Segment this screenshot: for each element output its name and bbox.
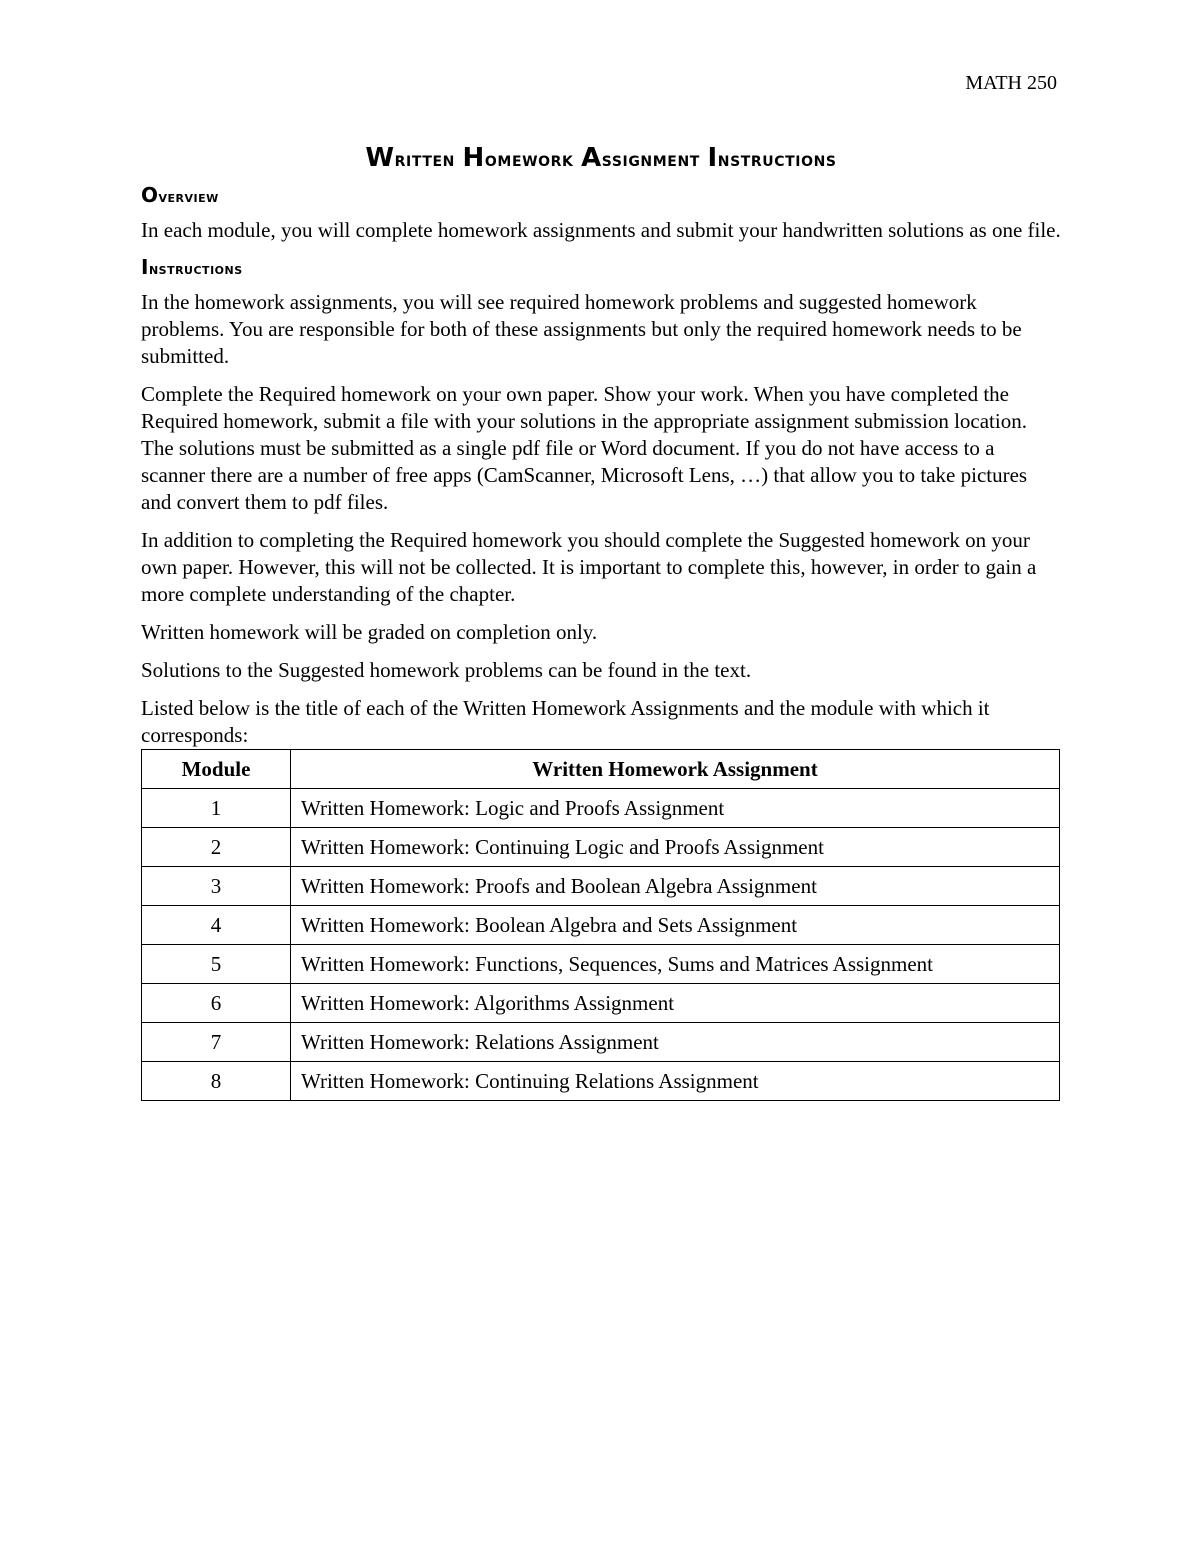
assignment-title: Written Homework: Proofs and Boolean Algebra Assignment: [291, 867, 1060, 906]
title-word-4-rest: nstructions: [717, 147, 837, 171]
table-row: [142, 906, 1060, 945]
overview-heading-initial: O: [141, 183, 159, 207]
assignments-table: [141, 749, 1060, 1101]
title-word-1-initial: W: [365, 143, 395, 173]
assignment-column-header: Written Homework Assignment: [291, 750, 1060, 789]
course-header: MATH 250: [965, 72, 1057, 94]
instructions-paragraph: Complete the Required homework on your own paper. Show your work. When you have completed the Required homework, submit a file with your solutions in the appropriate assignment submission location. The solutions must be submitted as a single pdf file or Word document. If you do not have access to a scanner there are a number of free apps (CamScanner, Microsoft Lens, …) that allow you to take pictures and convert them to pdf files.: [141, 382, 1028, 514]
overview-heading-rest: verview: [158, 187, 219, 206]
instructions-heading: [141, 255, 1061, 281]
instructions-paragraph: In addition to completing the Required homework you should complete the Suggested homework on your own paper. However, this will not be collected. It is important to complete this, however, in order to gain a more complete understanding of the chapter.: [141, 528, 1037, 606]
title-word-2-initial: H: [462, 143, 485, 173]
table-row: [142, 945, 1060, 984]
table-row: [142, 1023, 1060, 1062]
instructions-paragraph: Listed below is the title of each of the Written Homework Assignments and the module with which it corresponds:: [141, 696, 990, 747]
assignment-title: Written Homework: Logic and Proofs Assignment: [291, 789, 1060, 828]
title-word-4-initial: I: [707, 143, 718, 173]
instructions-paragraph: Written homework will be graded on completion only.: [141, 620, 598, 644]
title-word-3-rest: ssignment: [601, 147, 700, 171]
table-row: [142, 867, 1060, 906]
assignment-title: Written Homework: Boolean Algebra and Sets Assignment: [291, 906, 1060, 945]
instructions-heading-initial: I: [141, 255, 149, 279]
module-number: 1: [142, 789, 291, 828]
assignment-title: Written Homework: Continuing Relations Assignment: [291, 1062, 1060, 1101]
instructions-heading-rest: nstructions: [148, 259, 243, 278]
title-word-2-rest: omework: [484, 147, 574, 171]
table-row: [142, 828, 1060, 867]
assignment-title: Written Homework: Continuing Logic and Proofs Assignment: [291, 828, 1060, 867]
module-number: 3: [142, 867, 291, 906]
table-row: [142, 984, 1060, 1023]
assignment-title: Written Homework: Algorithms Assignment: [291, 984, 1060, 1023]
module-number: 4: [142, 906, 291, 945]
document-title: [141, 140, 1061, 177]
table-header-row: [142, 750, 1060, 789]
table-row: [142, 789, 1060, 828]
table-row: [142, 1062, 1060, 1101]
title-word-1-rest: ritten: [394, 147, 455, 171]
module-number: 7: [142, 1023, 291, 1062]
instructions-paragraph: Solutions to the Suggested homework problems can be found in the text.: [141, 658, 752, 682]
overview-heading: [141, 183, 1061, 209]
module-number: 6: [142, 984, 291, 1023]
title-word-3-initial: A: [581, 143, 602, 173]
module-number: 8: [142, 1062, 291, 1101]
module-number: 2: [142, 828, 291, 867]
module-number: 5: [142, 945, 291, 984]
instructions-paragraph: In the homework assignments, you will see required homework problems and suggested homework problems. You are responsible for both of these assignments but only the required homework needs to be submitted.: [141, 290, 1022, 368]
overview-text: In each module, you will complete homework assignments and submit your handwritten solutions as one file.: [141, 218, 1061, 242]
module-column-header: Module: [142, 750, 291, 789]
assignment-title: Written Homework: Relations Assignment: [291, 1023, 1060, 1062]
document-body: [141, 140, 1061, 1101]
assignment-title: Written Homework: Functions, Sequences, Sums and Matrices Assignment: [291, 945, 1060, 984]
